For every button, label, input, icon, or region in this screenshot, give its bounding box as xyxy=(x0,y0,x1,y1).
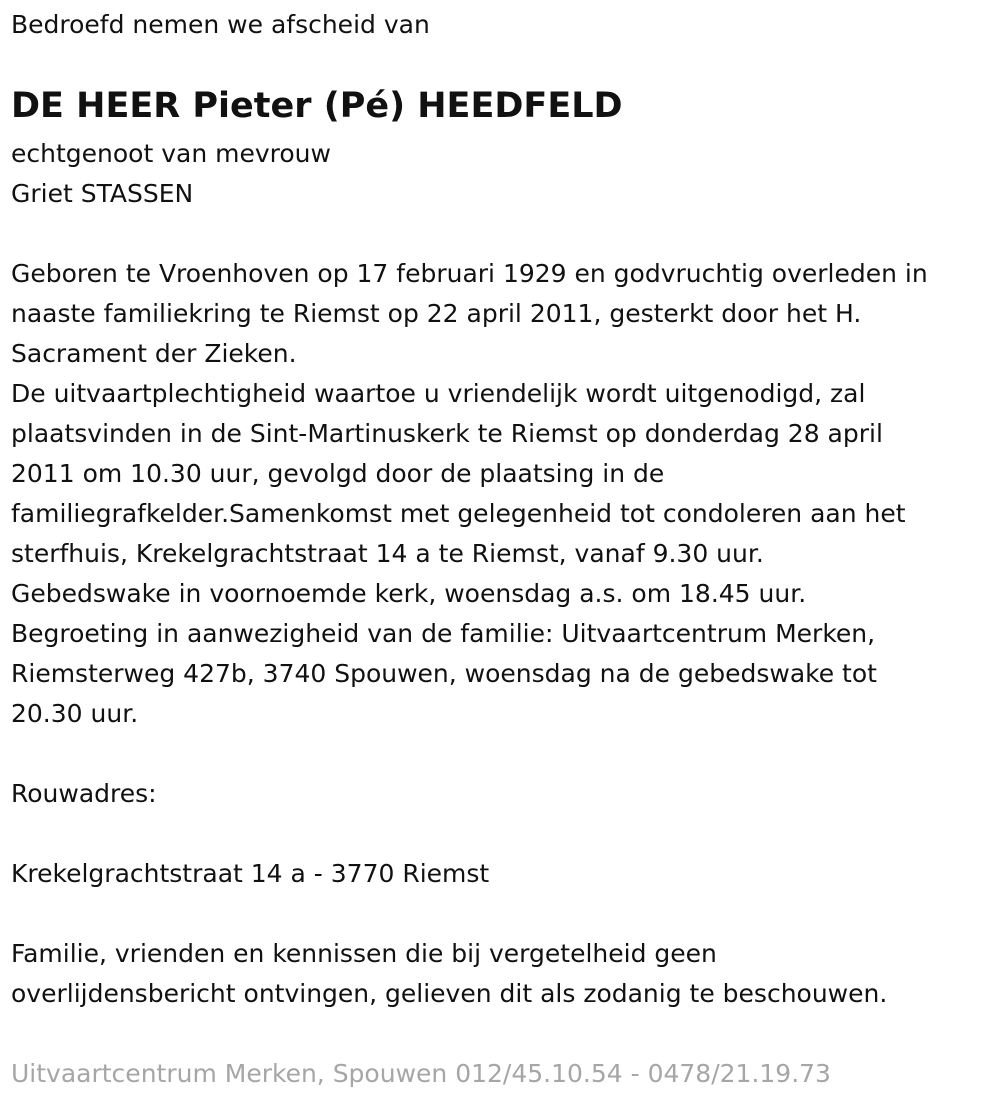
body-line: Gebedswake in voornoemde kerk, woensdag a.s. om 18.45 uur. xyxy=(11,579,807,608)
closing-line: Familie, vrienden en kennissen die bij vergetelheid geen xyxy=(11,939,717,968)
funeral-home-footer: Uitvaartcentrum Merken, Spouwen 012/45.10.54 - 0478/21.19.73 xyxy=(11,1059,831,1088)
body-line: plaatsvinden in de Sint-Martinuskerk te Riemst op donderdag 28 april xyxy=(11,419,883,448)
spouse-line: echtgenoot van mevrouw xyxy=(11,139,331,168)
body-line: 20.30 uur. xyxy=(11,699,139,728)
body-line: sterfhuis, Krekelgrachtstraat 14 a te Riemst, vanaf 9.30 uur. xyxy=(11,539,764,568)
body-line: naaste familiekring te Riemst op 22 april 2011, gesterkt door het H. xyxy=(11,299,862,328)
body-line: Begroeting in aanwezigheid van de familie: Uitvaartcentrum Merken, xyxy=(11,619,876,648)
rouwadres-address: Krekelgrachtstraat 14 a - 3770 Riemst xyxy=(11,859,490,888)
body-line: familiegrafkelder.Samenkomst met gelegenheid tot condoleren aan het xyxy=(11,499,906,528)
body-line: Sacrament der Zieken. xyxy=(11,339,297,368)
body-line: Geboren te Vroenhoven op 17 februari 1929 en godvruchtig overleden in xyxy=(11,259,928,288)
closing-line: overlijdensbericht ontvingen, gelieven dit als zodanig te beschouwen. xyxy=(11,979,888,1008)
body-line: 2011 om 10.30 uur, gevolgd door de plaatsing in de xyxy=(11,459,665,488)
body-line: De uitvaartplechtigheid waartoe u vriendelijk wordt uitgenodigd, zal xyxy=(11,379,866,408)
deceased-name: DE HEER Pieter (Pé) HEEDFELD xyxy=(11,86,623,126)
closing-paragraph xyxy=(11,934,887,1014)
body-paragraph xyxy=(11,254,928,734)
body-line: Riemsterweg 427b, 3740 Spouwen, woensdag na de gebedswake tot xyxy=(11,659,877,688)
spouse-name: Griet STASSEN xyxy=(11,179,194,208)
spouse-block xyxy=(11,134,331,214)
intro-text: Bedroefd nemen we afscheid van xyxy=(11,10,430,39)
rouwadres-label: Rouwadres: xyxy=(11,779,157,808)
